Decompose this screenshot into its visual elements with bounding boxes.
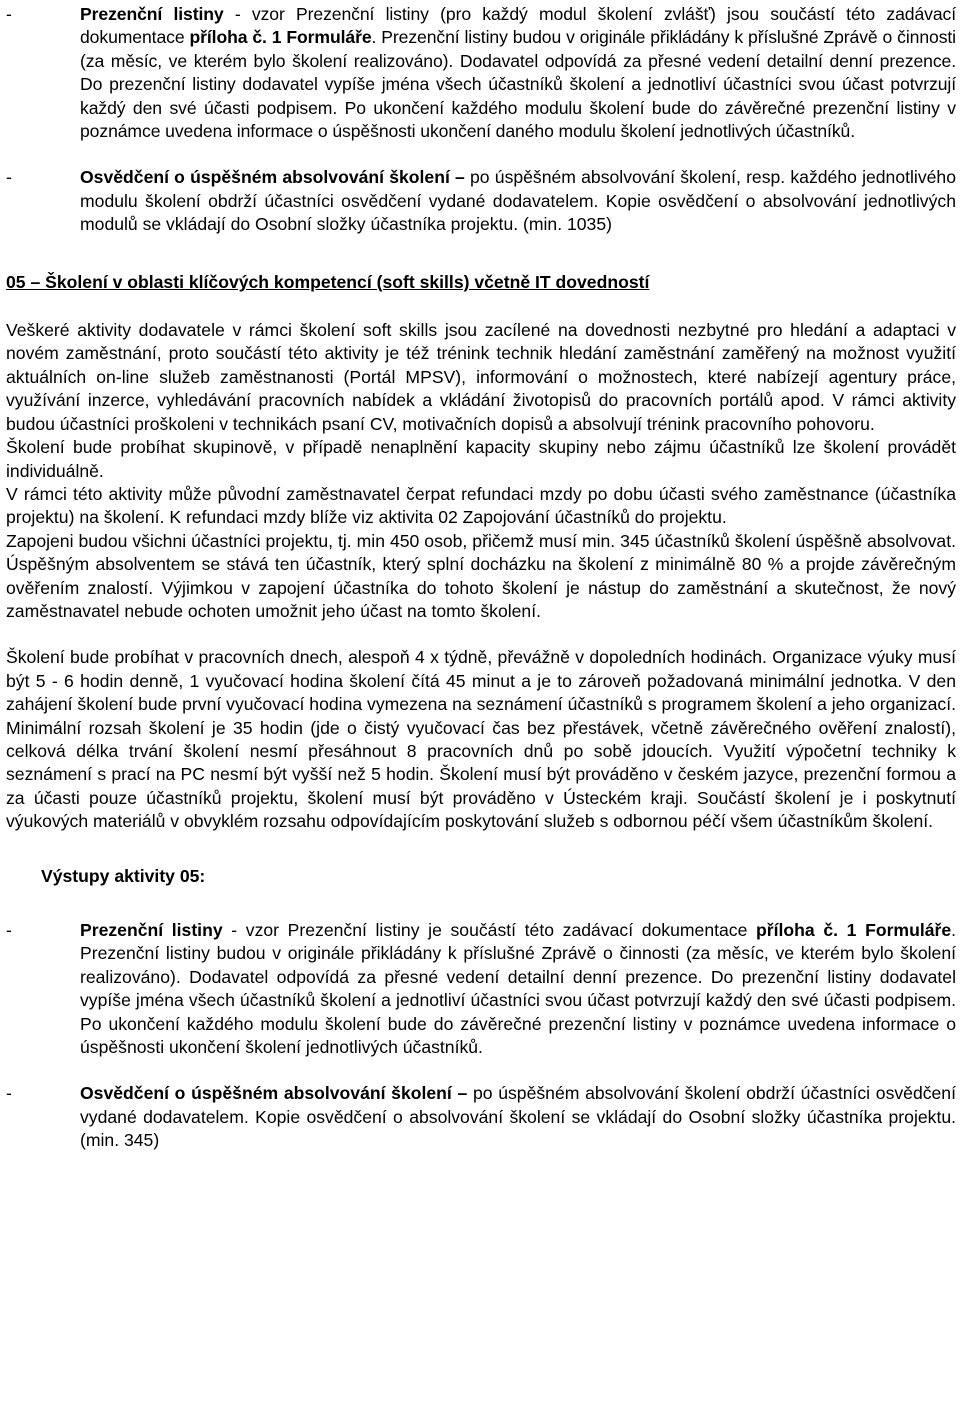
bullet-term: Prezenční listiny	[80, 4, 224, 24]
paragraph-refund: V rámci této aktivity může původní zaměstnavatel čerpat refundaci mzdy po dobu účasti svého zaměstnance (účastníka projektu) na školení. K refundaci mzdy blíže viz aktivita 02 Zapojování účastníků do projektu.	[6, 483, 956, 528]
bullet-dash: -	[6, 920, 12, 940]
paragraph-schedule: Školení bude probíhat v pracovních dnech, alespoň 4 x týdně, převážně v dopoledních hodinách. Organizace výuky musí být 5 - 6 hodin denně, 1 vyučovací hodina školení čítá 45 minut a je to zároveň požadovaná minimální jednotka. V den zahájení školení bude první vyučovací hodina vymezena na seznámení účastníků s programem školení a jeho organizací. Minimální rozsah školení je 35 hodin (jde o čistý vyučovací čas bez přestávek, včetně závěrečného ověření znalostí), celková délka trvání školení nesmí přesáhnout 8 pracovních dnů po sobě jdoucích. Využití výpočetní techniky k seznámení s prací na PC nesmí být vyšší než 5 hodin. Školení musí být prováděno v českém jazyce, prezenční formou a za účasti pouze účastníků projektu, školení musí být prováděno v Ústeckém kraji. Součástí školení je i poskytnutí výukových materiálů v obvyklém rozsahu odpovídajícím poskytování služeb s odbornou péčí všem účastníkům školení.	[6, 647, 956, 832]
bullet-body: . Prezenční listiny budou v originále přikládány k příslušné Zprávě o činnosti (za měsíc, ve kterém bylo školení realizováno). Dodavatel odpovídá za přesné vedení detailní denní prezence. Do prezenční listiny dodavatel vypíše jména všech účastníků školení a jednotliví účastníci svou účast potvrzují každý den své účasti podpisem. Po ukončení každého modulu školení bude do závěrečné prezenční listiny v poznámce uvedena informace o úspěšnosti ukončení školení jednotlivých účastníků.	[80, 920, 957, 1058]
bullet-term: Prezenční listiny	[80, 920, 223, 940]
section-heading: 05 – Školení v oblasti klíčových kompetencí (soft skills) včetně IT dovedností	[6, 271, 650, 292]
paragraph-participants: Zapojeni budou všichni účastníci projektu, tj. min 450 osob, přičemž musí min. 345 účastníků školení úspěšně absolvovat. Úspěšným absolventem se stává ten účastník, který splní docházku na školení z minimálně 80 % a projde závěrečným ověřením znalostí. Výjimkou v zapojení účastníka do tohoto školení je nástup do zaměstnání a skutečnost, že nový zaměstnavatel nebude ochoten umožnit jeho účast na tomto školení.	[6, 530, 956, 621]
document-page	[6, 3, 956, 1153]
paragraph-group-training: Školení bude probíhat skupinově, v případě nenaplnění kapacity skupiny nebo zájmu účastníků lze školení provádět individuálně.	[6, 437, 956, 481]
bullet-term: Osvědčení o úspěšném absolvování školení –	[80, 167, 465, 188]
bullet-dash: -	[6, 1083, 12, 1104]
bullet-body: po úspěšném absolvování školení obdrží účastníci osvědčení vydané dodavatelem. Kopie osvědčení o absolvování školení se vkládají do Osobní složky účastníka projektu. (min. 345)	[80, 1083, 956, 1151]
paragraph-activities: Veškeré aktivity dodavatele v rámci školení soft skills jsou zacílené na dovednosti nezbytné pro hledání a adaptaci v novém zaměstnání, proto součástí této aktivity je též trénink technik hledání zaměstnání zaměřený na možnost využití aktuálních on-line služeb zaměstnanosti (Portál MPSV), informování o možnostech, které nabízejí agentury práce, využívání inzerce, vyhledávání pracovních nabídek a vkládání životopisů do pracovních portálů apod. V rámci aktivity budou účastníci proškoleni v technikách psaní CV, motivačních dopisů a absolvují trénink pracovního pohovoru.	[6, 320, 956, 434]
bullet-text	[80, 166, 956, 236]
bullet-text	[80, 919, 956, 1059]
bullet-certificate-output	[6, 1082, 956, 1152]
bullet-attendance-sheets	[6, 3, 956, 143]
bullet-certificate	[6, 166, 956, 236]
bullet-dash: -	[6, 167, 12, 188]
bullet-body: po úspěšném absolvování školení, resp. každého jednotlivého modulu školení obdrží účastníci osvědčení vydané dodavatelem. Kopie osvědčení o absolvování jednotlivých modulů se vkládají do Osobní složky účastníka projektu. (min. 1035)	[80, 167, 956, 235]
bullet-term: Osvědčení o úspěšném absolvování školení –	[80, 1083, 468, 1104]
attachment-ref: příloha č. 1 Formuláře	[756, 920, 952, 940]
bullet-body: . Prezenční listiny budou v originále přikládány k příslušné Zprávě o činnosti (za měsíc, ve kterém bylo školení realizováno). Dodavatel odpovídá za přesné vedení detailní denní prezence. Do prezenční listiny dodavatel vypíše jména všech účastníků školení a jednotliví účastníci svou účast potvrzují každý den své účasti podpisem. Po ukončení každého modulu školení bude do závěrečné prezenční listiny v poznámce uvedena informace o úspěšnosti ukončení daného modulu školení jednotlivých účastníků.	[80, 27, 956, 142]
bullet-text	[80, 3, 956, 143]
bullet-body: - vzor Prezenční listiny je součástí této zadávací dokumentace	[222, 920, 757, 940]
bullet-text	[80, 1082, 956, 1152]
bullet-dash: -	[6, 4, 12, 24]
attachment-ref: příloha č. 1 Formuláře	[189, 27, 372, 48]
bullet-attendance-sheets-output	[6, 919, 956, 1059]
outputs-title: Výstupy aktivity 05:	[41, 865, 206, 886]
bullet-body: - vzor Prezenční listiny (pro každý modul školení zvlášť) jsou součástí této zadávací dokumentace	[80, 4, 956, 48]
